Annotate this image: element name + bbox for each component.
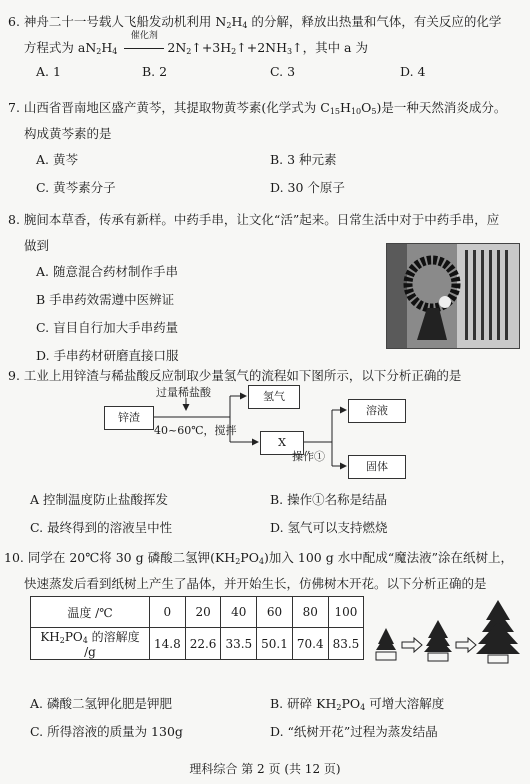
q10-option-b: B. 研碎 $KH_2PO_4$ 可增大溶解度 [270, 696, 445, 712]
q6-option-b: B. 2 [142, 64, 168, 79]
q10-option-a: A. 磷酸二氢钾化肥是钾肥 [30, 696, 172, 711]
q10-line1: 10. 同学在 20℃将 30 g 磷酸二氢钾$(KH_2PO_4)$加入 100 g 水中配成“魔法液”涂在纸树上， [4, 550, 513, 566]
q8-option-b: B 手串药效需遵中医辨证 [36, 292, 175, 307]
q7-option-c: C. 黄芩素分子 [36, 180, 116, 195]
q9-option-c: C. 最终得到的溶液呈中性 [30, 520, 173, 535]
q8-option-a: A. 随意混合药材制作手串 [36, 264, 178, 279]
q9-option-b: B. 操作①名称是结晶 [270, 492, 388, 507]
small-tree-icon [376, 628, 396, 660]
page-footer: 理科综合 第 2 页 (共 12 页) [189, 762, 341, 776]
q10-line2: 快速蒸发后看到纸树上产生了晶体，并开始生长，仿佛树木开花。以下分析正确的是 [24, 576, 487, 591]
table-header-temperature: 温度 /℃ [31, 597, 150, 628]
table-cell: 100 [328, 597, 364, 628]
q8-option-d: D. 手串药材研磨直接口服 [36, 348, 179, 363]
table-row [31, 628, 364, 660]
table-cell: 80 [292, 597, 328, 628]
table-cell: 50.1 [257, 628, 293, 660]
q6-option-c: C. 3 [270, 64, 296, 79]
q7-line2: 构成黄芩素的是 [24, 126, 112, 141]
arrow-right-icon [402, 638, 422, 652]
table-cell: 20 [185, 597, 221, 628]
flow-operation-label: 操作① [292, 450, 325, 463]
flow-box-x: X [260, 431, 304, 455]
q7-option-a: A. 黄芩 [36, 152, 78, 167]
q8-line1: 8. 腕间本草香，传承有新样。中药手串，让文化“活”起来。日常生活中对于中药手串，应 [8, 212, 500, 227]
table-cell: 22.6 [185, 628, 221, 660]
table-header-solubility: $KH_2PO_4$ 的溶解度 /g [31, 628, 150, 660]
table-cell: 70.4 [292, 628, 328, 660]
large-tree-icon [476, 600, 520, 663]
table-cell: 40 [221, 597, 257, 628]
table-cell: 83.5 [328, 628, 364, 660]
q6-line1: 6. 神舟二十一号载人飞船发动机利用 $N_2H_4$ 的分解，释放出热量和气体，有关反应的化学 [8, 14, 502, 30]
q8-option-c: C. 盲目自行加大手串药量 [36, 320, 179, 335]
q6-option-a: A. 1 [36, 64, 61, 79]
q10-option-d: D. “纸树开花”过程为蒸发结晶 [270, 724, 438, 739]
flow-box-solid: 固体 [348, 455, 406, 479]
q7-line1: 7. 山西省晋南地区盛产黄芩，其提取物黄芩素(化学式为 $C_{15}H_{10}O_5$)是一种天然消炎成分。 [8, 100, 507, 116]
table-cell: 14.8 [150, 628, 186, 660]
flow-box-input: 锌渣 [104, 406, 154, 430]
q9-line1: 9. 工业上用锌渣与稀盐酸反应制取少量氢气的流程如下图所示，以下分析正确的是 [8, 368, 462, 383]
q10-option-c: C. 所得溶液的质量为 130g [30, 724, 183, 739]
q6-option-d: D. 4 [400, 64, 426, 79]
table-cell: 60 [257, 597, 293, 628]
solubility-table [30, 596, 364, 660]
table-cell: 0 [150, 597, 186, 628]
q7-option-b: B. 3 种元素 [270, 152, 337, 167]
flow-condition-label: 40~60℃，搅拌 [154, 424, 237, 437]
herbal-bracelet-photo [386, 243, 520, 349]
flow-box-hydrogen: 氢气 [248, 385, 300, 409]
table-cell: 33.5 [221, 628, 257, 660]
q6-line2: 方程式为 $aN_2H_4$ 催化剂 $2N_2↑+3H_2↑+2NH_3↑$，其中 a 为 [8, 38, 368, 56]
flow-box-solution: 溶液 [348, 399, 406, 423]
medium-tree-icon [424, 620, 452, 661]
q9-option-d: D. 氢气可以支持燃烧 [270, 520, 388, 535]
q8-line2: 做到 [24, 238, 50, 253]
q9-option-a: A 控制温度防止盐酸挥发 [30, 492, 169, 507]
table-row [31, 597, 364, 628]
catalyst-label: 催化剂 [130, 31, 158, 41]
paper-tree-growth-illustration [372, 598, 522, 668]
q7-option-d: D. 30 个原子 [270, 180, 345, 195]
arrow-right-icon [456, 638, 476, 652]
flow-reagent-label: 过量稀盐酸 [156, 386, 211, 399]
